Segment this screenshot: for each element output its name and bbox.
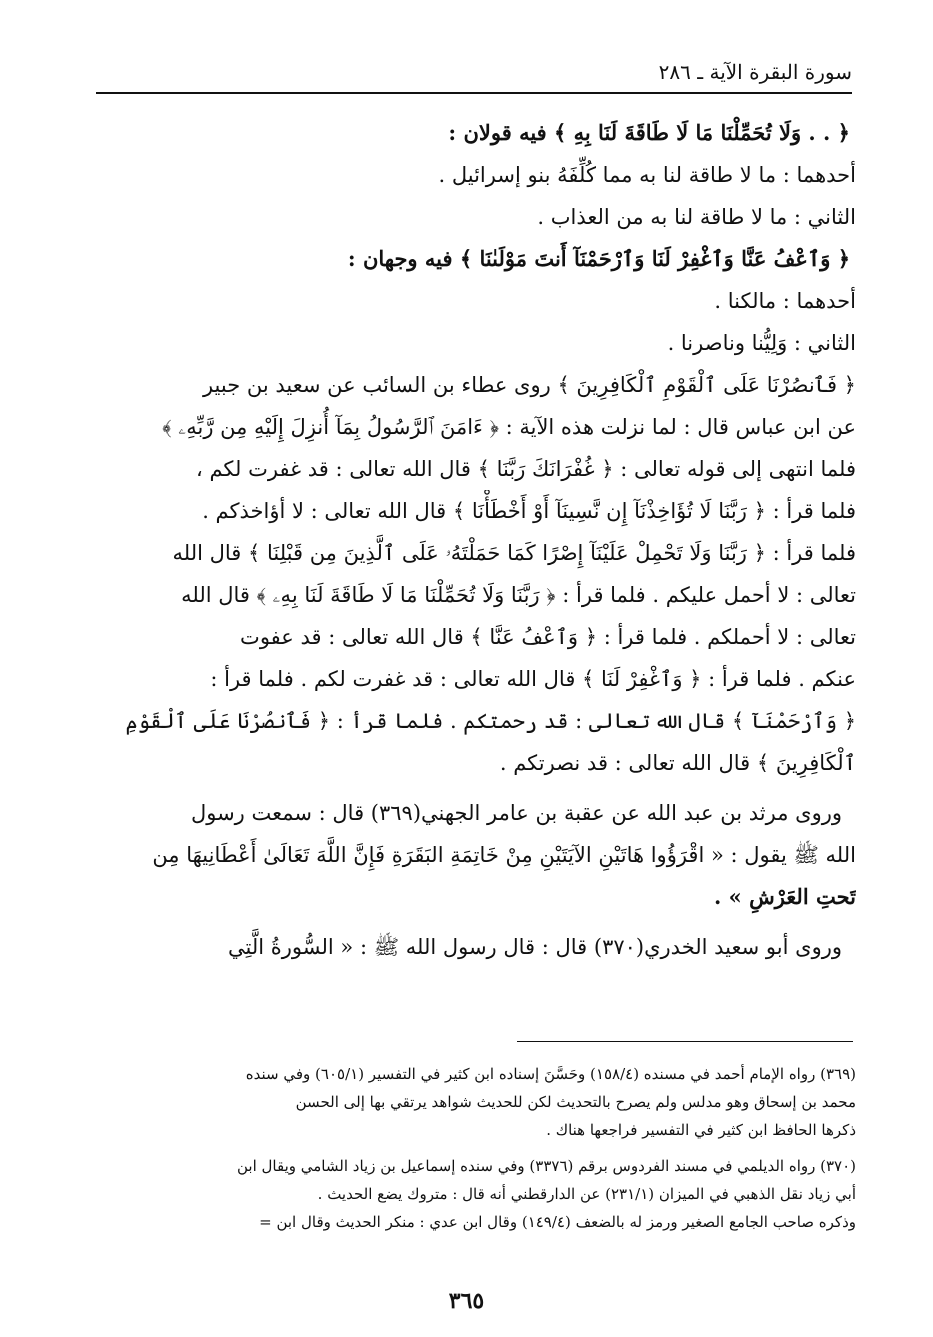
text-line: ﴿ . . وَلَا تُحَمِّلْنَا مَا لَا طَاقَةَ لَنَا بِهِ ﴾ فيه قولان : (448, 120, 850, 145)
footnote-line: (٣٧٠) رواه الديلمي في مسند الفردوس برقم (٣٣٧٦) وفي سنده إسماعيل بن زياد الشامي ويقال ابن (237, 1157, 856, 1175)
text-line: تَحتِ العَرْشِ » . (714, 884, 856, 909)
main-text (96, 112, 856, 968)
text-line: تعالى : لا أحملكم . فلما قرأ : ﴿ وَٱعْفُ عَنَّا ﴾ قال الله تعالى : قد عفوت (240, 625, 856, 649)
footnote-line: أبي زياد نقل الذهبي في الميزان (٢٣١/١) عن الدارقطني أنه قال : متروك يضع الحديث . (317, 1185, 856, 1203)
running-header (96, 58, 852, 94)
text-line: الثاني : وَلِيُّنا وناصرنا . (667, 331, 856, 355)
footnote-line: (٣٦٩) رواه الإمام أحمد في مسنده (١٥٨/٤) وحَسَّنَ إسناده ابن كثير في التفسير (٦٠٥/١) وفي سنده (245, 1065, 856, 1083)
text-line: ﴿ وَٱعْفُ عَنَّا وَٱغْفِرْ لَنَا وَٱرْحَمْنَآ أَنتَ مَوْلَىٰنَا ﴾ فيه وجهان : (347, 246, 850, 271)
text-line: عنكم . فلما قرأ : ﴿ وَٱغْفِرْ لَنَا ﴾ قال الله تعالى : قد غفرت لكم . فلما قرأ : (210, 667, 856, 691)
text-line: الله ﷺ يقول : « اقْرَؤُوا هَاتَيْنِ الآيَتَيْنِ مِنْ خَاتِمَةِ البَقَرَةِ فَإِنَّ اللَّهَ تَعَالَىٰ أَعْطَانِيهَا مِن (152, 843, 856, 867)
text-line: فلما قرأ : ﴿ رَبَّنَا لَا تُؤَاخِذْنَآ إِن نَّسِينَآ أَوْ أَخْطَأْنَا ﴾ قال الله تعالى : لا أؤاخذكم . (202, 499, 856, 523)
text-line: ﴿ فَٱنصُرْنَا عَلَى ٱلْقَوْمِ ٱلْكَافِرِينَ ﴾ روى عطاء بن السائب عن سعيد بن جبير (202, 373, 856, 397)
footnote-line: ذكرها الحافظ ابن كثير في التفسير فراجعها هناك . (546, 1121, 856, 1139)
text-line: وروى مرثد بن عبد الله عن عقبة بن عامر الجهني(٣٦٩) قال : سمعت رسول (190, 801, 842, 825)
footnotes (86, 1060, 856, 1236)
text-line: فلما قرأ : ﴿ رَبَّنَا وَلَا تَحْمِلْ عَلَيْنَآ إِصْرًا كَمَا حَمَلْتَهُۥ عَلَى ٱلَّذِينَ مِن قَبْلِنَا ﴾ قال الله (172, 541, 856, 565)
text-line: تعالى : لا أحمل عليكم . فلما قرأ : ﴿ رَبَّنَا وَلَا تُحَمِّلْنَا مَا لَا طَاقَةَ لَنَا بِهِۦ ﴾ قال الله (181, 583, 856, 607)
text-line: ﴿ وَٱرْحَمْنَآ ﴾ قال الله تعالى : قد رحمتكم . فلما قرأ : ﴿ فَٱنصُرْنَا عَلَى ٱلْقَوْمِ (125, 709, 856, 733)
text-line: عن ابن عباس قال : لما نزلت هذه الآية : ﴿ ءَامَنَ ٱلرَّسُولُ بِمَآ أُنزِلَ إِلَيْهِ مِن رَّبِّهِۦ ﴾ (162, 415, 856, 439)
footnote-line: محمد بن إسحاق وهو مدلس ولم يصرح بالتحديث لكن للحديث شواهد يرتقي بها إلى الحسن (295, 1093, 856, 1111)
footnote-gap (86, 1144, 856, 1152)
text-line: فلما انتهى إلى قوله تعالى : ﴿ غُفْرَانَكَ رَبَّنَا ﴾ قال الله تعالى : قد غفرت لكم ، (195, 457, 856, 481)
paragraph-gap (96, 784, 856, 792)
header-title: سورة البقرة الآية ـ ٢٨٦ (658, 60, 852, 84)
footnote-divider (517, 1041, 853, 1042)
text-line: أحدهما : ما لا طاقة لنا به مما كُلِّفَهُ بنو إسرائيل . (438, 163, 856, 187)
paragraph-gap (96, 918, 856, 926)
text-line: الثاني : ما لا طاقة لنا به من العذاب . (537, 205, 856, 229)
text-line: وروى أبو سعيد الخدري(٣٧٠) قال : قال رسول الله ﷺ : « السُّورةُ الَّتِي (228, 935, 842, 959)
footnote-line: وذكره صاحب الجامع الصغير ورمز له بالضعف (١٤٩/٤) وقال ابن عدي : منكر الحديث وقال ابن = (259, 1213, 856, 1231)
text-line: ٱلْكَافِرِينَ ﴾ قال الله تعالى : قد نصرتكم . (499, 751, 856, 775)
page-number: ٣٦٥ (448, 1288, 485, 1314)
text-line: أحدهما : مالكنا . (714, 289, 856, 313)
